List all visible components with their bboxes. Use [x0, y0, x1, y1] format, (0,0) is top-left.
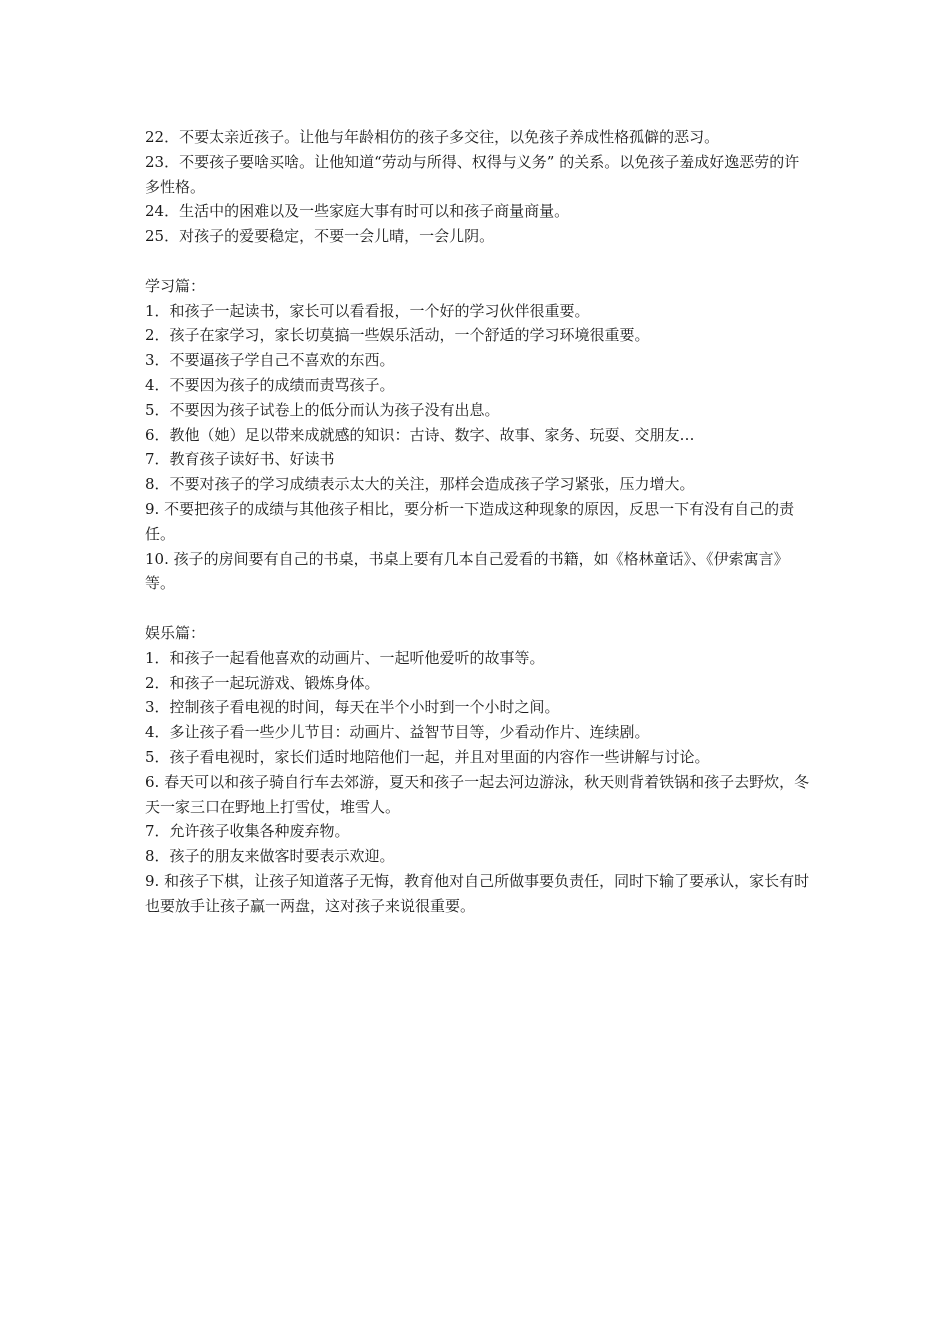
study-item-3: 3．不要逼孩子学自己不喜欢的东西。	[145, 351, 395, 370]
entertainment-section-heading: 娱乐篇：	[145, 623, 206, 642]
list-item-22: 22．不要太亲近孩子。让他与年龄相仿的孩子多交往，以免孩子养成性格孤僻的恶习。	[145, 128, 720, 146]
entertainment-item-5: 5．孩子看电视时，家长们适时地陪他们一起，并且对里面的内容作一些讲解与讨论。	[145, 747, 710, 766]
entertainment-item-2: 2．和孩子一起玩游戏、锻炼身体。	[145, 673, 380, 692]
entertainment-item-6: 6. 春天可以和孩子骑自行车去郊游，夏天和孩子一起去河边游泳，秋天则背着铁锅和孩子去野炊，冬天一家三口在野地上打雪仗，堆雪人。	[145, 772, 810, 816]
entertainment-item-9: 9. 和孩子下棋，让孩子知道落子无悔，教育他对自己所做事要负责任，同时下输了要承认，家长有时也要放手让孩子赢一两盘，这对孩子来说很重要。	[145, 871, 810, 915]
list-item-23: 23．不要孩子要啥买啥。让他知道“劳动与所得、权得与义务” 的关系。以免孩子羞成好逸恶劳的许多性格。	[145, 152, 800, 196]
paragraph-gap	[145, 249, 813, 274]
list-item-25: 25．对孩子的爱要稳定，不要一会儿晴，一会儿阴。	[145, 227, 495, 246]
study-item-6: 6．教他（她）足以带来成就感的知识：古诗、数字、故事、家务、玩耍、交朋友…	[145, 425, 695, 444]
list-item-24: 24．生活中的困难以及一些家庭大事有时可以和孩子商量商量。	[145, 202, 570, 221]
study-item-1: 1．和孩子一起读书，家长可以看看报，一个好的学习伙伴很重要。	[145, 301, 590, 320]
entertainment-item-8: 8．孩子的朋友来做客时要表示欢迎。	[145, 847, 395, 866]
study-item-7: 7．教育孩子读好书、好读书	[145, 450, 335, 469]
study-item-4: 4．不要因为孩子的成绩而责骂孩子。	[145, 375, 395, 394]
study-item-5: 5．不要因为孩子试卷上的低分而认为孩子没有出息。	[145, 400, 500, 419]
study-item-9: 9. 不要把孩子的成绩与其他孩子相比，要分析一下造成这种现象的原因，反思一下有没有自己的责任。	[145, 499, 795, 543]
entertainment-item-7: 7．允许孩子收集各种废弃物。	[145, 822, 350, 841]
study-section-heading: 学习篇：	[145, 276, 206, 295]
document-body	[145, 125, 813, 919]
study-item-10: 10. 孩子的房间要有自己的书桌，书桌上要有几本自己爱看的书籍，如《格林童话》、《伊索寓言》等。	[145, 549, 789, 593]
entertainment-item-1: 1．和孩子一起看他喜欢的动画片、一起听他爱听的故事等。	[145, 648, 545, 667]
study-item-8: 8．不要对孩子的学习成绩表示太大的关注，那样会造成孩子学习紧张，压力增大。	[145, 475, 695, 494]
entertainment-item-4: 4．多让孩子看一些少儿节目：动画片、益智节目等，少看动作片、连续剧。	[145, 723, 650, 742]
study-item-2: 2．孩子在家学习，家长切莫搞一些娱乐活动，一个舒适的学习环境很重要。	[145, 326, 650, 345]
paragraph-gap	[145, 596, 813, 621]
entertainment-item-3: 3．控制孩子看电视的时间，每天在半个小时到一个小时之间。	[145, 698, 560, 717]
